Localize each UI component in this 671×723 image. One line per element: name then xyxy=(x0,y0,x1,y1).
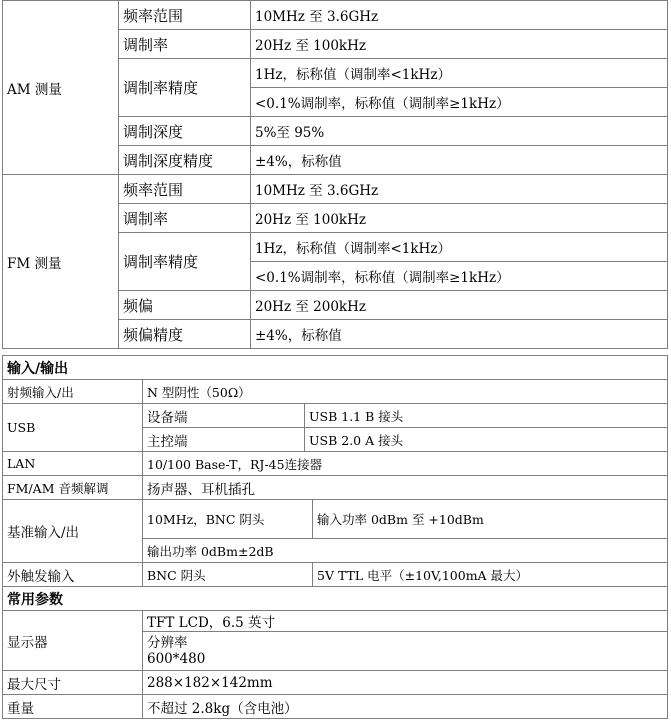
table-row xyxy=(3,476,668,500)
row-value: 10MHz 至 3.6GHz xyxy=(251,175,668,204)
measurement-spec-table xyxy=(2,0,668,349)
table-row xyxy=(3,452,668,476)
usb-label: USB xyxy=(3,404,143,452)
ref-output-power: 输出功率 0dBm±2dB xyxy=(143,539,668,563)
row-value: 20Hz 至 100kHz xyxy=(251,204,668,233)
table-row xyxy=(3,611,668,632)
row-label: 调制率 xyxy=(119,30,251,59)
row-label: 调制率 xyxy=(119,204,251,233)
display-type: TFT LCD，6.5 英寸 xyxy=(143,611,668,632)
row-label: 调制深度 xyxy=(119,117,251,146)
ref-input-power: 输入功率 0dBm 至 +10dBm xyxy=(313,500,668,539)
row-value: 1Hz，标称值（调制率<1kHz） xyxy=(251,233,668,262)
usb-port-label: 设备端 xyxy=(143,404,305,428)
row-label: 调制深度精度 xyxy=(119,146,251,175)
table-row xyxy=(3,1,668,30)
usb-port-value: USB 2.0 A 接头 xyxy=(305,428,668,452)
table-row xyxy=(3,175,668,204)
ref-label: 基准输入/出 xyxy=(3,500,143,563)
row-label: 频偏 xyxy=(119,291,251,320)
io-section-title: 输入/输出 xyxy=(3,356,668,380)
resolution-label: 分辨率 xyxy=(147,635,188,651)
am-section-label: AM 测量 xyxy=(3,1,119,175)
table-row xyxy=(3,500,668,539)
audio-label: FM/AM 音频解调 xyxy=(3,476,143,500)
lan-value: 10/100 Base-T，RJ-45连接器 xyxy=(143,452,668,476)
trigger-connector: BNC 阴头 xyxy=(143,563,313,587)
table-row xyxy=(3,671,668,695)
display-label: 显示器 xyxy=(3,611,143,671)
row-label: 频偏精度 xyxy=(119,320,251,349)
lan-label: LAN xyxy=(3,452,143,476)
table-row xyxy=(3,587,668,611)
common-section-title: 常用参数 xyxy=(3,587,668,611)
table-row xyxy=(3,563,668,587)
table-row xyxy=(3,380,668,404)
row-label: 频率范围 xyxy=(119,175,251,204)
fm-section-label: FM 测量 xyxy=(3,175,119,349)
row-value: 20Hz 至 200kHz xyxy=(251,291,668,320)
display-resolution xyxy=(143,632,668,671)
row-value: 20Hz 至 100kHz xyxy=(251,30,668,59)
weight-value: 不超过 2.8kg（含电池） xyxy=(143,695,668,719)
audio-value: 扬声器、耳机插孔 xyxy=(143,476,668,500)
row-value: <0.1%调制率，标称值（调制率≥1kHz） xyxy=(251,88,668,117)
size-label: 最大尺寸 xyxy=(3,671,143,695)
size-value: 288×182×142mm xyxy=(143,671,668,695)
usb-port-value: USB 1.1 B 接头 xyxy=(305,404,668,428)
resolution-value: 600*480 xyxy=(147,651,206,667)
table-row xyxy=(3,356,668,380)
weight-label: 重量 xyxy=(3,695,143,719)
rf-value: N 型阴性（50Ω） xyxy=(143,380,668,404)
usb-port-label: 主控端 xyxy=(143,428,305,452)
row-value: 5%至 95% xyxy=(251,117,668,146)
trigger-level: 5V TTL 电平（±10V,100mA 最大） xyxy=(313,563,668,587)
table-row xyxy=(3,404,668,428)
row-value: 1Hz，标称值（调制率<1kHz） xyxy=(251,59,668,88)
row-value: ±4%，标称值 xyxy=(251,146,668,175)
row-value: 10MHz 至 3.6GHz xyxy=(251,1,668,30)
table-row xyxy=(3,695,668,719)
trigger-label: 外触发输入 xyxy=(3,563,143,587)
row-value: ±4%，标称值 xyxy=(251,320,668,349)
row-label: 调制率精度 xyxy=(119,233,251,291)
row-label: 调制率精度 xyxy=(119,59,251,117)
ref-connector: 10MHz，BNC 阴头 xyxy=(143,500,313,539)
row-value: <0.1%调制率，标称值（调制率≥1kHz） xyxy=(251,262,668,291)
rf-label: 射频输入/出 xyxy=(3,380,143,404)
io-common-spec-table xyxy=(2,355,668,719)
row-label: 频率范围 xyxy=(119,1,251,30)
